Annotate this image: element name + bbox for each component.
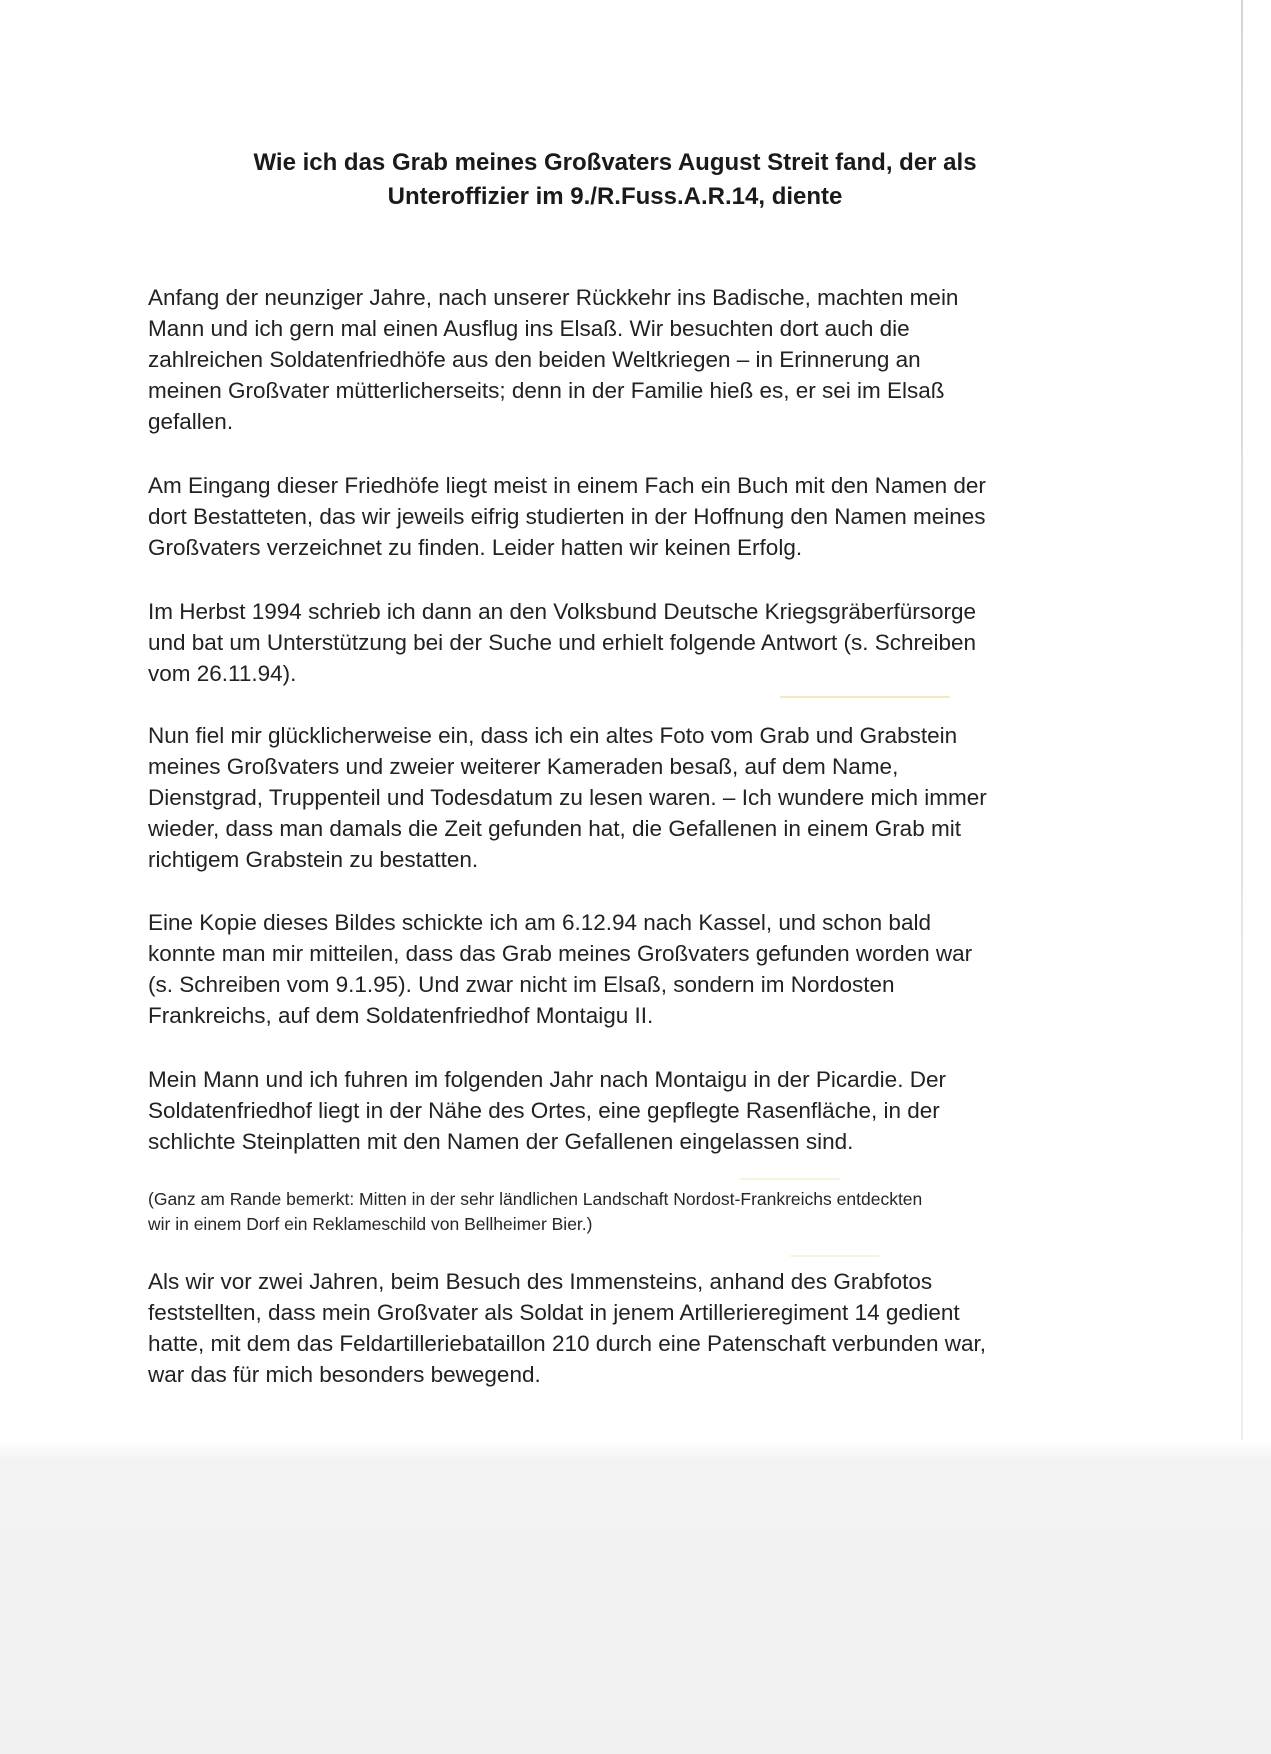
paragraph-visit-montaigu [148,1064,946,1157]
text-line: (s. Schreiben vom 9.1.95). Und zwar nicht im Elsaß, sondern im Nordosten [148,972,895,997]
document-title [140,146,1090,214]
text-line: hatte, mit dem das Feldartilleriebataillon 210 durch eine Patenschaft verbunden war, [148,1331,986,1356]
scan-speck [780,696,950,698]
text-line: dort Bestatteten, das wir jeweils eifrig studierten in der Hoffnung den Namen meines [148,504,986,529]
title-line-2: Unteroffizier im 9./R.Fuss.A.R.14, diente [387,183,843,210]
text-line: meines Großvaters und zweier weiterer Kameraden besaß, auf dem Name, [148,754,899,779]
text-line: Frankreichs, auf dem Soldatenfriedhof Montaigu II. [148,1003,654,1028]
text-line: richtigem Grabstein zu bestatten. [148,847,479,872]
text-line: Nun fiel mir glücklicherweise ein, dass ich ein altes Foto vom Grab und Grabstein [148,723,958,748]
scan-speck [790,1255,880,1257]
paragraph-closing [148,1266,986,1390]
text-line: wieder, dass man damals die Zeit gefunden hat, die Gefallenen in einem Grab mit [148,816,961,841]
paragraph-cemetery-book [148,470,986,563]
scan-speck [740,1178,840,1180]
paragraph-grave-found [148,907,972,1031]
text-line: gefallen. [148,409,234,434]
note-line: (Ganz am Rande bemerkt: Mitten in der sehr ländlichen Landschaft Nordost-Frankreichs entdeckten [148,1189,923,1209]
text-line: Großvaters verzeichnet zu finden. Leider hatten wir keinen Erfolg. [148,535,803,560]
text-line: schlichte Steinplatten mit den Namen der Gefallenen eingelassen sind. [148,1129,854,1154]
text-line: konnte man mir mitteilen, dass das Grab meines Großvaters gefunden worden war [148,941,973,966]
document-body [148,282,1098,1387]
text-line: Mann und ich gern mal einen Ausflug ins Elsaß. Wir besuchten dort auch die [148,316,910,341]
paragraph-intro [148,282,1098,437]
text-line: Mein Mann und ich fuhren im folgenden Jahr nach Montaigu in der Picardie. Der [148,1067,946,1092]
text-line: feststellten, dass mein Großvater als Soldat in jenem Artillerieregiment 14 gedient [148,1300,960,1325]
text-line: vom 26.11.94). [148,661,297,686]
note-line: wir in einem Dorf ein Reklameschild von Bellheimer Bier.) [148,1214,593,1234]
text-line: Soldatenfriedhof liegt in der Nähe des Ortes, eine gepflegte Rasenfläche, in der [148,1098,940,1123]
paragraph-old-photo [148,720,987,875]
text-line: Am Eingang dieser Friedhöfe liegt meist in einem Fach ein Buch mit den Namen der [148,473,986,498]
title-line-1: Wie ich das Grab meines Großvaters August Streit fand, der als [253,149,977,176]
scan-edge-shadow [1241,0,1243,1440]
paragraph-volksbund-letter [148,596,976,689]
text-line: und bat um Unterstützung bei der Suche und erhielt folgende Antwort (s. Schreiben [148,630,977,655]
text-line: zahlreichen Soldatenfriedhöfe aus den beiden Weltkriegen – in Erinnerung an [148,347,921,372]
text-line: Dienstgrad, Truppenteil und Todesdatum zu lesen waren. – Ich wundere mich immer [148,785,987,810]
text-line: Eine Kopie dieses Bildes schickte ich am 6.12.94 nach Kassel, und schon bald [148,910,931,935]
text-line: Anfang der neunziger Jahre, nach unserer Rückkehr ins Badische, machten mein [148,285,959,310]
side-note [148,1187,922,1237]
text-line: war das für mich besonders bewegend. [148,1362,541,1387]
text-line: Im Herbst 1994 schrieb ich dann an den Volksbund Deutsche Kriegsgräberfürsorge [148,599,976,624]
text-line: Als wir vor zwei Jahren, beim Besuch des Immensteins, anhand des Grabfotos [148,1269,933,1294]
text-line: meinen Großvater mütterlicherseits; denn in der Familie hieß es, er sei im Elsaß [148,378,945,403]
